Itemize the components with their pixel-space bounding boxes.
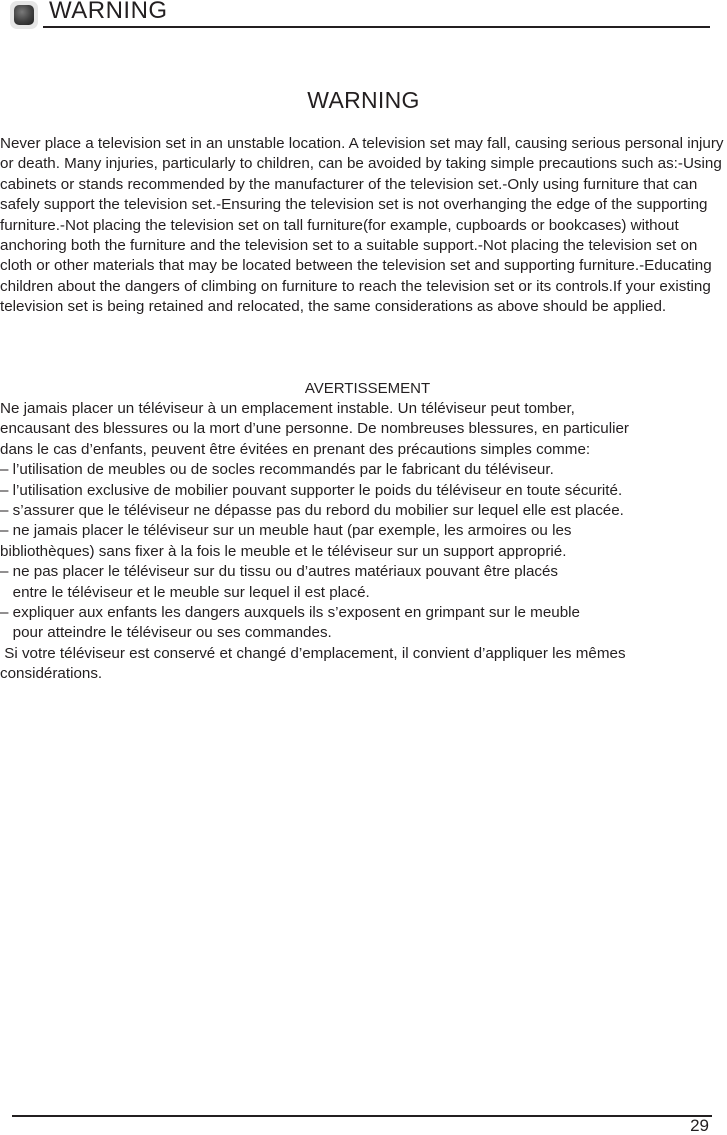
french-warning-text [0,399,727,685]
french-line: encausant des blessures ou la mort d’une personne. De nombreuses blessures, en particulier [0,420,629,438]
header-title: WARNING [49,0,168,24]
warning-badge-icon [10,1,38,29]
page-number: 29 [690,1116,709,1135]
french-line: Ne jamais placer un téléviseur à un emplacement instable. Un téléviseur peut tomber, [0,400,575,417]
french-line: pour atteindre le téléviseur ou ses commandes. [0,624,332,642]
english-warning-paragraph: Never place a television set in an unstable location. A television set may fall, causing serious personal injury or death. Many injuries, particularly to children, can be avoided by taking simple precautions such as:-Using cabinets or stands recommended by the manufacturer of the television set.-Only using furniture that can safely support the television set.-Ensuring the television set is not overhanging the edge of the supporting furniture.-Not placing the television set on tall furniture(for example, cupboards or bookcases) without anchoring both the furniture and the television set to a suitable support.-Not placing the television set on cloth or other materials that may be located between the television set and supporting furniture.-Educating children about the dangers of climbing on furniture to reach the television set or its controls.If your existing television set is being retained and relocated, the same considerations as above should be applied. [0,135,724,316]
page-header [10,0,710,30]
english-section-title: WARNING [307,87,420,113]
french-section-title: AVERTISSEMENT [304,380,431,397]
french-line: considérations. [0,665,103,683]
french-bullet-line: – l’utilisation exclusive de mobilier pouvant supporter le poids du téléviseur en toute sécurité. [0,481,623,499]
french-bullet-line: – expliquer aux enfants les dangers auxquels ils s’exposent en grimpant sur le meuble [0,604,580,622]
warning-badge-inner [14,5,34,25]
french-line: entre le téléviseur et le meuble sur lequel il est placé. [0,583,370,601]
french-bullet-line: – ne jamais placer le téléviseur sur un meuble haut (par exemple, les armoires ou les [0,522,572,540]
french-line: dans le cas d’enfants, peuvent être évitées en prenant des précautions simples comme: [0,440,591,458]
french-line: bibliothèques) sans fixer à la fois le meuble et le téléviseur sur un support approprié. [0,542,567,560]
header-divider [43,26,710,28]
footer-divider [12,1115,712,1117]
french-bullet-line: – ne pas placer le téléviseur sur du tissu ou d’autres matériaux pouvant être placés [0,563,559,581]
french-bullet-line: – s’assurer que le téléviseur ne dépasse pas du rebord du mobilier sur lequel elle est placée. [0,502,624,520]
french-line: Si votre téléviseur est conservé et changé d’emplacement, il convient d’appliquer les mêmes [0,644,626,662]
french-bullet-line: – l’utilisation de meubles ou de socles recommandés par le fabricant du téléviseur. [0,461,554,479]
